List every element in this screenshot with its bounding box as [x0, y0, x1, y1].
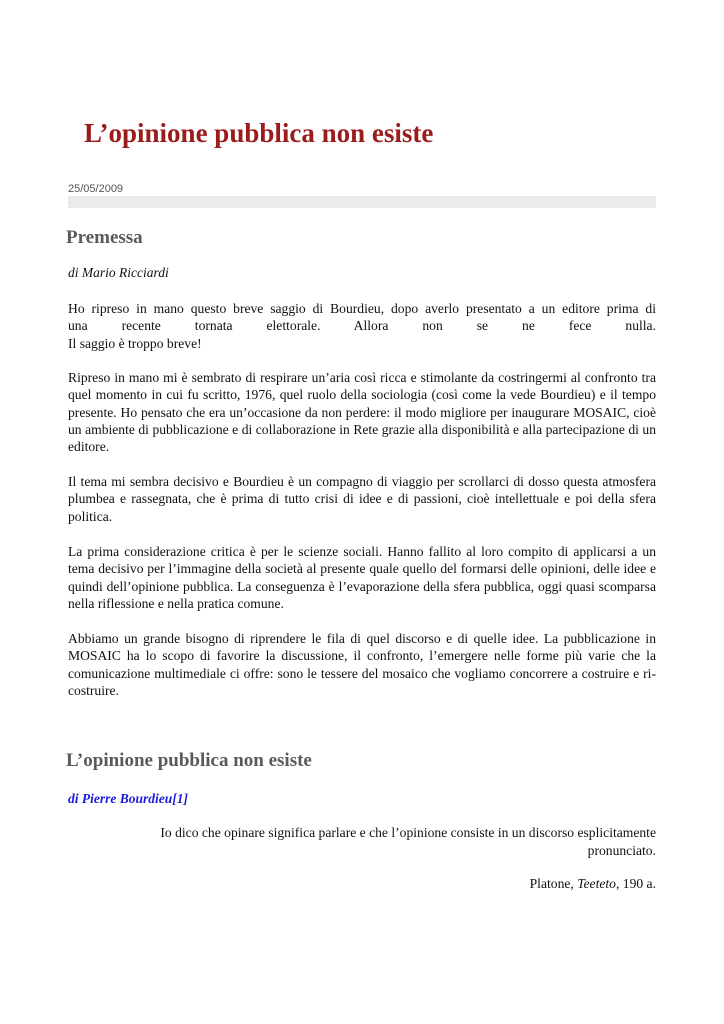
- paragraph-1-line-1: Ho ripreso in mano questo breve saggio di Bourdieu, dopo averlo presentato a un editore prima di: [68, 301, 656, 316]
- attribution-author: Platone,: [529, 876, 578, 891]
- premessa-heading: Premessa: [66, 227, 143, 248]
- paragraph-3: Il tema mi sembra decisivo e Bourdieu è un compagno di viaggio per scrollarci di dosso questa atmosfera plumbea e rassegnata, che è prima di tutto crisi di idee e di passioni, cioè intellettuale e poi della sfera politica.: [68, 474, 656, 524]
- document-title: L’opinione pubblica non esiste: [84, 118, 434, 148]
- paragraph-4: La prima considerazione critica è per le scienze sociali. Hanno fallito al loro compito di applicarsi a un tema decisivo per l’immagine della società al presente quale quello del formarsi delle opinioni, delle idee e quindi dell’opinione pubblica. La conseguenza è l’evaporazione della sfera pubblica, oggi quasi scomparsa nella riflessione e nella pratica comune.: [68, 544, 656, 611]
- section-heading: L’opinione pubblica non esiste: [66, 750, 312, 771]
- attribution-reference: , 190 a.: [615, 876, 656, 891]
- separator-bar: .: [68, 196, 656, 208]
- epigraph-attribution: [300, 876, 656, 892]
- publication-date: 25/05/2009: [68, 183, 124, 195]
- paragraph-1-line-2: una recente tornata elettorale. Allora non se ne fece nulla.: [68, 318, 656, 334]
- paragraph-1: [68, 300, 656, 352]
- epigraph-quote: Io dico che opinare significa parlare e che l’opinione consiste in un discorso esplicitamente pronunciato.: [160, 825, 656, 858]
- author-footnote-link[interactable]: di Pierre Bourdieu[1]: [68, 791, 188, 806]
- paragraph-5: Abbiamo un grande bisogno di riprendere le fila di quel discorso e di quelle idee. La pubblicazione in MOSAIC ha lo scopo di favorire la discussione, il confronto, l’emergere nelle forme più varie che la comunicazione multimediale ci offre: sono le tessere del mosaico che vogliamo concorrere a costruire e ri-costruire.: [68, 631, 656, 698]
- paragraph-1-line-3: Il saggio è troppo breve!: [68, 335, 202, 351]
- premessa-byline: di Mario Ricciardi: [68, 265, 169, 280]
- attribution-work: Teeteto: [577, 876, 616, 891]
- paragraph-2: Ripreso in mano mi è sembrato di respirare un’aria così ricca e stimolante da costringermi al confronto tra quel momento in cui fu scritto, 1976, quel ruolo della sociologia (così come la vede Bourdieu) e il tempo presente. Ho pensato che era un’occasione da non perdere: il modo migliore per inaugurare MOSAIC, cioè un ambiente di pubblicazione e di collaborazione in Rete grazie alla disponibilità e alla partecipazione di un editore.: [68, 370, 656, 455]
